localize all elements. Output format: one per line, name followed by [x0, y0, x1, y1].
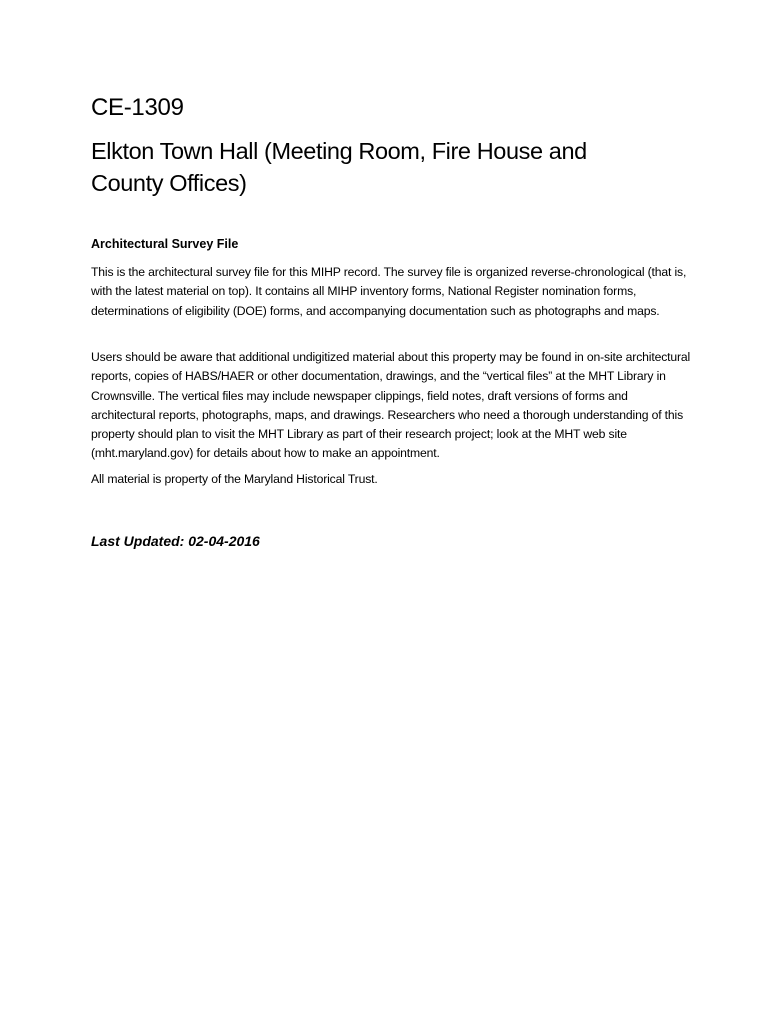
record-id: CE-1309 [91, 94, 184, 121]
last-updated-date: Last Updated: 02-04-2016 [91, 533, 260, 549]
additional-material-paragraph: Users should be aware that additional undigitized material about this property may be found in on-site architectural reports, copies of HABS/HAER or other documentation, drawings, and the “vertical files” at the MHT Library in Crownsville. The vertical files may include newspaper clippings, field notes, draft versions of forms and architectural reports, photographs, maps, and drawings. Researchers who need a thorough understanding of this property should plan to visit the MHT Library as part of their research project; look at the MHT web site (mht.maryland.gov) for details about how to make an appointment. [91, 350, 691, 461]
section-heading: Architectural Survey File [91, 237, 239, 251]
ownership-paragraph: All material is property of the Maryland Historical Trust. [91, 472, 378, 486]
page-title: Elkton Town Hall (Meeting Room, Fire House and County Offices) [91, 138, 587, 196]
intro-paragraph: This is the architectural survey file for this MIHP record. The survey file is organized reverse-chronological (that is, with the latest material on top). It contains all MIHP inventory forms, National Register nomination forms, determinations of eligibility (DOE) forms, and accompanying documentation such as photographs and maps. [91, 265, 687, 318]
